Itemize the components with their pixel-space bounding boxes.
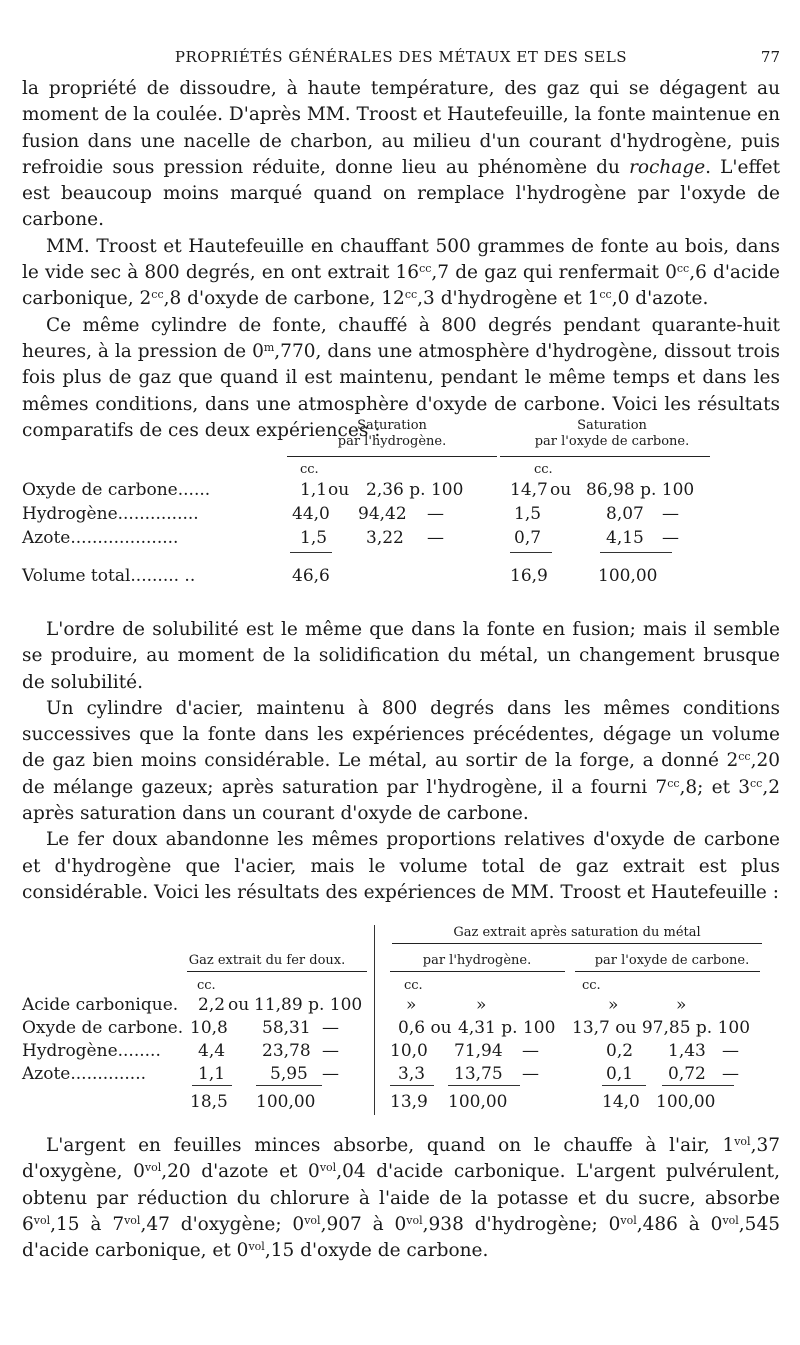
unit-label: cc. xyxy=(534,462,553,477)
unit-sup: vol xyxy=(406,1213,423,1227)
cell-value: 44,0 xyxy=(292,504,330,524)
cell-percent: 13,75 xyxy=(454,1064,503,1084)
row-label: Oxyde de carbone...... xyxy=(22,480,211,500)
cell-percent: 4,15 xyxy=(606,528,644,548)
header-line: par l'oxyde de carbone. xyxy=(534,434,690,449)
para3-text: Ce même cylindre de fonte, chauffé à 800 degrés pendant quarante-huit heures, à la pression de 0 xyxy=(22,314,780,362)
text-block-top xyxy=(22,76,780,444)
unit-sup: vol xyxy=(124,1213,141,1227)
para2-text: ,8 d'oxyde de carbone, 12 xyxy=(163,288,405,310)
row-label: Hydrogène............... xyxy=(22,504,199,524)
cell-value: 13,7 ou 97,85 p. 100 xyxy=(572,1018,751,1038)
unit-sup: cc xyxy=(750,776,763,790)
cell-value: 1,5 xyxy=(514,504,542,524)
col-header-carbon-oxide xyxy=(512,418,712,450)
cell-value: » xyxy=(406,995,417,1015)
para2-text: ,6 d'acide carbonique, 2 xyxy=(22,262,780,310)
para5-text: ,8; et 3 xyxy=(679,776,750,798)
cell-percent: 86,98 p. 100 xyxy=(586,480,695,500)
sum-rule xyxy=(600,552,672,553)
unit-sup: cc xyxy=(419,262,432,276)
para7-text: ,545 d'acide carbonique, et 0 xyxy=(22,1213,780,1262)
ditto-dash: — xyxy=(662,528,679,548)
col-header-saturation: Gaz extrait après saturation du métal xyxy=(453,925,701,940)
sum-rule xyxy=(448,1085,520,1086)
ditto-dash: — xyxy=(522,1064,539,1084)
cell-value: » xyxy=(608,995,619,1015)
cell-value: 0,6 ou xyxy=(398,1018,452,1038)
cell-value: 0,2 xyxy=(606,1041,634,1061)
cell-percent: 1,43 xyxy=(668,1041,706,1061)
ditto-dash: — xyxy=(662,504,679,524)
cell-value: 0,7 xyxy=(514,528,542,548)
total-percent: 100,00 xyxy=(656,1092,716,1112)
para2-text: MM. Troost et Hautefeuille en chauffant 500 grammes de fonte au bois, dans le vide sec à 800 degrés, en ont extrait 16 xyxy=(22,235,780,284)
paragraph-4: L'ordre de solubilité est le même que dans la fonte en fusion; mais il semble se produire, au moment de la solidification du métal, un changement brusque de solubilité. xyxy=(22,619,780,693)
ditto-dash: — xyxy=(722,1064,739,1084)
unit-sup: vol xyxy=(144,1161,162,1175)
total-value: 13,9 xyxy=(390,1092,428,1112)
row-label: Hydrogène........ xyxy=(22,1041,161,1061)
ditto-dash: — xyxy=(322,1041,339,1061)
para2-text: ,7 de gaz qui renfermait 0 xyxy=(431,262,677,284)
cell-percent: 2,36 p. 100 xyxy=(366,480,464,500)
col-header-hydrogen: par l'hydrogène. xyxy=(422,953,532,968)
sum-rule xyxy=(510,552,552,553)
para5-text: ,2 après saturation dans un courant d'oxyde de carbone. xyxy=(22,776,780,825)
unit-label: cc. xyxy=(582,978,601,993)
row-label: Azote.............. xyxy=(22,1064,147,1084)
cell-value: 2,2 xyxy=(198,995,226,1015)
unit-sup: cc xyxy=(404,288,418,302)
paragraph-5 xyxy=(22,696,780,827)
unit-sup: vol xyxy=(722,1213,739,1227)
sum-rule xyxy=(390,1085,434,1086)
sum-rule xyxy=(602,1085,646,1086)
unit-sup: m xyxy=(263,340,275,354)
unit-sup: vol xyxy=(33,1213,51,1227)
paragraph-7 xyxy=(22,1133,780,1264)
running-title: PROPRIÉTÉS GÉNÉRALES DES MÉTAUX ET DES SELS xyxy=(174,48,628,66)
cell-ou: ou xyxy=(328,480,350,500)
total-percent: 100,00 xyxy=(448,1092,508,1112)
cell-value: 4,4 xyxy=(198,1041,226,1061)
paragraph-1 xyxy=(22,76,780,234)
unit-label: cc. xyxy=(404,978,423,993)
para7-text: ,20 d'azote et 0 xyxy=(161,1161,320,1183)
text-block-bottom xyxy=(22,1133,780,1264)
cell-percent: 8,07 xyxy=(606,504,644,524)
unit-sup: vol xyxy=(620,1213,637,1227)
header-line: Saturation xyxy=(577,418,647,433)
ditto-dash: — xyxy=(322,1064,339,1084)
cell-percent: 71,94 xyxy=(454,1041,503,1061)
cell-percent: » xyxy=(476,995,487,1015)
unit-sup: cc xyxy=(151,288,164,302)
ditto-dash: — xyxy=(522,1041,539,1061)
para5-text: ,20 de mélange gazeux; après saturation par l'hydrogène, il a fourni 7 xyxy=(22,750,780,798)
cell-percent: 23,78 xyxy=(262,1041,311,1061)
para1-italic: rochage xyxy=(629,156,706,178)
para7-text: ,486 à 0 xyxy=(636,1213,723,1235)
para7-text: ,04 d'acide carbonique. L'argent pulvérulent, obtenu par réduction du chlorure à l'aide de la potasse et du sucre, absorbe 6 xyxy=(22,1161,780,1235)
col-header-hydrogen xyxy=(312,418,472,450)
cell-ou: ou xyxy=(550,480,572,500)
sum-rule xyxy=(290,552,332,553)
unit-sup: vol xyxy=(734,1135,751,1148)
para7-text: ,938 d'hydrogène; 0 xyxy=(422,1213,621,1235)
header-brace xyxy=(287,456,497,460)
total-value: 46,6 xyxy=(292,566,330,586)
ditto-dash: — xyxy=(427,528,444,548)
cell-value: 3,3 xyxy=(398,1064,426,1084)
total-value: 18,5 xyxy=(190,1092,228,1112)
cell-value: 0,1 xyxy=(606,1064,634,1084)
col-header-carbon-oxide: par l'oxyde de carbone. xyxy=(594,953,750,968)
row-label-total: Volume total......... .. xyxy=(22,566,196,586)
para7-text: ,15 à 7 xyxy=(50,1213,125,1235)
para7-text: L'argent en feuilles minces absorbe, quand on le chauffe à l'air, 1 xyxy=(46,1135,735,1156)
cell-percent: 3,22 xyxy=(366,528,404,548)
ditto-dash: — xyxy=(427,504,444,524)
col-header-soft-iron: Gaz extrait du fer doux. xyxy=(188,953,346,968)
unit-sup: cc xyxy=(599,288,612,302)
paragraph-6: Le fer doux abandonne les mêmes proportions relatives d'oxyde de carbone et d'hydrogène que l'acier, mais le volume total de gaz extrait est plus considérable. Voici les résultats des expériences de MM. Troost et Hautefeuille : xyxy=(22,829,780,903)
cell-value: 14,7 xyxy=(510,480,548,500)
para7-text: ,37 d'oxygène, 0 xyxy=(22,1135,780,1183)
row-label: Azote.................... xyxy=(22,528,179,548)
unit-sup: vol xyxy=(319,1161,337,1175)
text-block-middle xyxy=(22,617,780,906)
unit-label: cc. xyxy=(197,978,216,993)
para7-text: ,47 d'oxygène; 0 xyxy=(140,1213,305,1235)
cell-value: 10,0 xyxy=(390,1041,428,1061)
total-value: 16,9 xyxy=(510,566,548,586)
cell-value: 1,1 xyxy=(300,480,328,500)
unit-sup: cc xyxy=(738,750,751,764)
cell-percent: 4,31 p. 100 xyxy=(458,1018,556,1038)
page-header xyxy=(22,48,780,70)
table-gas-saturation xyxy=(22,418,782,598)
page-number: 77 xyxy=(760,48,780,66)
unit-sup: vol xyxy=(304,1213,321,1227)
ditto-dash: — xyxy=(722,1041,739,1061)
cell-percent: 94,42 xyxy=(358,504,407,524)
total-percent: 100,00 xyxy=(598,566,658,586)
paragraph-2 xyxy=(22,234,780,313)
header-line: par l'hydrogène. xyxy=(337,434,447,449)
unit-sup: cc xyxy=(676,262,690,276)
para3-text: ,770, dans une atmosphère d'hydrogène, dissout trois fois plus de gaz que quand il est maintenu, pendant le même temps et dans les mêmes conditions, dans une atmosphère d'oxyde de carbone. Voici les résultats comparatifs de ces deux expériences : xyxy=(22,340,781,441)
ditto-dash: — xyxy=(322,1018,339,1038)
header-brace xyxy=(392,943,762,947)
header-brace xyxy=(187,971,367,975)
para2-text: ,3 d'hydrogène et 1 xyxy=(417,288,600,310)
cell-percent: 11,89 p. 100 xyxy=(254,995,363,1015)
sum-rule xyxy=(256,1085,322,1086)
unit-label: cc. xyxy=(300,462,319,477)
cell-value: 1,5 xyxy=(300,528,328,548)
para5-text: Un cylindre d'acier, maintenu à 800 degrés dans les mêmes conditions successives que la fonte dans les expériences précédentes, dégage un volume de gaz bien moins considérable. Le métal, au sortir de la forge, a donné 2 xyxy=(22,697,780,772)
cell-ou: ou xyxy=(228,995,250,1015)
header-brace xyxy=(390,971,565,975)
para7-text: ,907 à 0 xyxy=(320,1213,407,1235)
cell-percent: 58,31 xyxy=(262,1018,311,1038)
unit-sup: vol xyxy=(248,1240,265,1254)
column-divider xyxy=(374,925,375,1115)
row-label: Acide carbonique. xyxy=(22,995,179,1015)
cell-value: 1,1 xyxy=(198,1064,226,1084)
row-label: Oxyde de carbone. xyxy=(22,1018,184,1038)
cell-percent: 5,95 xyxy=(270,1064,308,1084)
header-line: Saturation xyxy=(357,418,427,433)
header-brace xyxy=(575,971,760,975)
para1-text-a: la propriété de dissoudre, à haute température, des gaz qui se dégagent au moment de la coulée. D'après MM. Troost et Hautefeuille, la fonte maintenue en fusion dans une nacelle de charbon, au milieu d'un courant d'hydrogène, puis refroidie sous pression réduite, donne lieu au phénomène du xyxy=(22,78,780,178)
cell-value: 10,8 xyxy=(190,1018,228,1038)
para2-text: ,0 d'azote. xyxy=(611,288,709,310)
para1-text-b: . L'effet est beaucoup moins marqué quand on remplace l'hydrogène par l'oxyde de carbone. xyxy=(22,156,780,231)
total-value: 14,0 xyxy=(602,1092,640,1112)
cell-percent: » xyxy=(676,995,687,1015)
sum-rule xyxy=(662,1085,734,1086)
para7-text: ,15 d'oxyde de carbone. xyxy=(264,1240,489,1262)
table-soft-iron-gas xyxy=(22,925,782,1115)
unit-sup: cc xyxy=(667,776,680,790)
cell-percent: 0,72 xyxy=(668,1064,706,1084)
header-brace xyxy=(500,456,710,460)
sum-rule xyxy=(192,1085,232,1086)
total-percent: 100,00 xyxy=(256,1092,316,1112)
